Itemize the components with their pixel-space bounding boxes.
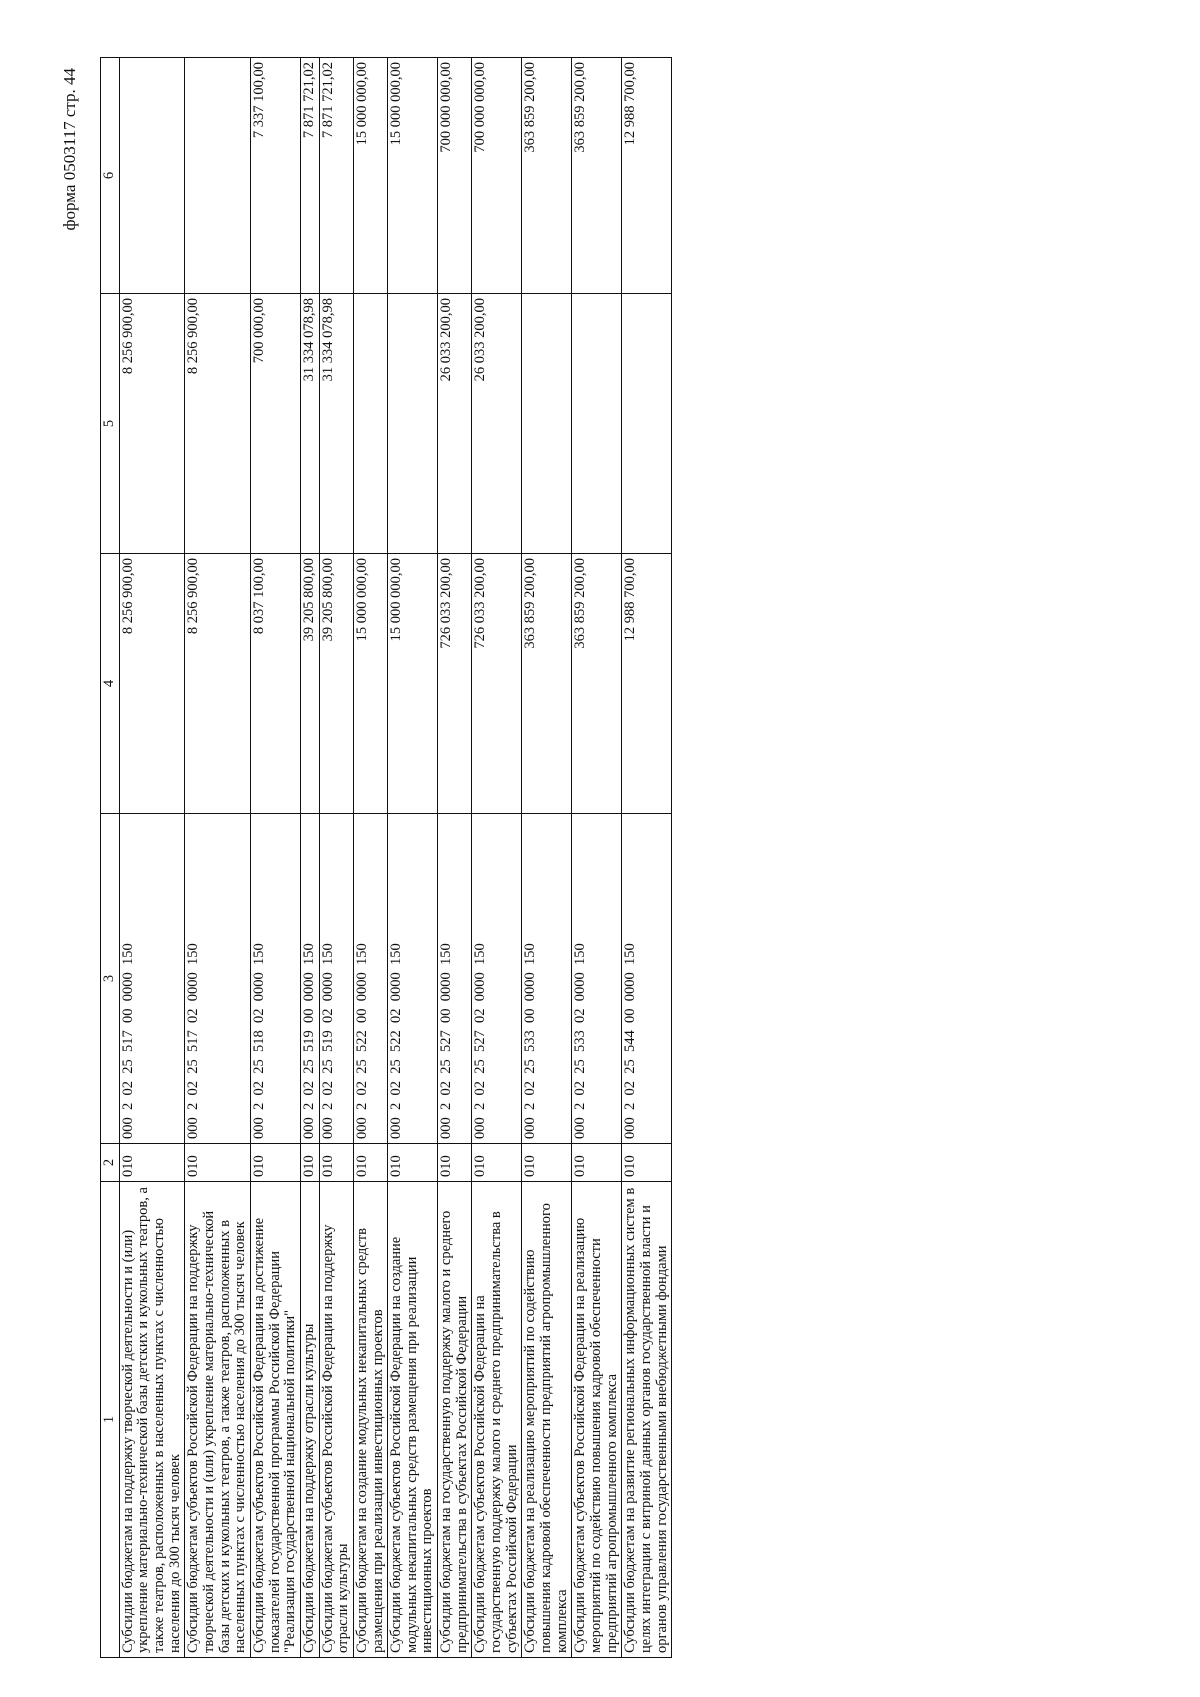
row-approved-cell: 363 859 200,00 [522, 554, 572, 814]
table-row [119, 58, 185, 1658]
row-approved-cell: 8 256 900,00 [119, 554, 185, 814]
table-row [438, 58, 472, 1658]
col-header-1: 1 [101, 1182, 120, 1658]
table-row [319, 58, 353, 1658]
table-row [250, 58, 300, 1658]
row-line-code-cell: 010 [388, 1144, 438, 1182]
row-name-cell: Субсидии бюджетам на создание модульных некапитальных средств размещения при реализации инвестиционных проектов [353, 1182, 387, 1658]
row-executed-cell [622, 294, 672, 554]
row-approved-cell: 726 033 200,00 [472, 554, 522, 814]
row-unexecuted-cell: 7 337 100,00 [250, 58, 300, 294]
row-unexecuted-cell [185, 58, 251, 294]
row-budget-code-cell: 000 2 02 25 527 00 0000 150 [438, 814, 472, 1144]
row-unexecuted-cell: 363 859 200,00 [522, 58, 572, 294]
row-name-cell: Субсидии бюджетам на поддержку отрасли культуры [300, 1182, 319, 1658]
table-row [622, 58, 672, 1658]
row-budget-code-cell: 000 2 02 25 527 02 0000 150 [472, 814, 522, 1144]
row-budget-code-cell: 000 2 02 25 533 02 0000 150 [572, 814, 622, 1144]
row-executed-cell [522, 294, 572, 554]
row-executed-cell: 31 334 078,98 [319, 294, 353, 554]
row-approved-cell: 15 000 000,00 [388, 554, 438, 814]
row-line-code-cell: 010 [185, 1144, 251, 1182]
row-executed-cell: 26 033 200,00 [438, 294, 472, 554]
row-budget-code-cell: 000 2 02 25 517 00 0000 150 [119, 814, 185, 1144]
row-executed-cell: 8 256 900,00 [185, 294, 251, 554]
row-unexecuted-cell: 700 000 000,00 [472, 58, 522, 294]
row-approved-cell: 12 988 700,00 [622, 554, 672, 814]
table-row [472, 58, 522, 1658]
col-header-3: 3 [101, 814, 120, 1144]
row-approved-cell: 15 000 000,00 [353, 554, 387, 814]
col-header-6: 6 [101, 58, 120, 294]
row-line-code-cell: 010 [300, 1144, 319, 1182]
header-row [101, 58, 120, 1658]
row-approved-cell: 39 205 800,00 [319, 554, 353, 814]
row-name-cell: Субсидии бюджетам субъектов Российской Федерации на поддержку отрасли культуры [319, 1182, 353, 1658]
row-budget-code-cell: 000 2 02 25 518 02 0000 150 [250, 814, 300, 1144]
row-name-cell: Субсидии бюджетам субъектов Российской Федерации на государственную поддержку малого и среднего предпринимательства в субъектах Российской Федерации [472, 1182, 522, 1658]
report-table [100, 57, 672, 1658]
row-budget-code-cell: 000 2 02 25 522 02 0000 150 [388, 814, 438, 1144]
row-line-code-cell: 010 [472, 1144, 522, 1182]
row-line-code-cell: 010 [319, 1144, 353, 1182]
row-budget-code-cell: 000 2 02 25 522 00 0000 150 [353, 814, 387, 1144]
row-approved-cell: 8 256 900,00 [185, 554, 251, 814]
row-name-cell: Субсидии бюджетам на поддержку творческой деятельности и (или) укрепление материально-технической базы детских и кукольных театров, а также театров, расположенных в населенных пунктах с численностью населения до 300 тысяч человек [119, 1182, 185, 1658]
row-unexecuted-cell: 12 988 700,00 [622, 58, 672, 294]
form-label: форма 0503117 стр. 44 [60, 68, 79, 231]
row-budget-code-cell: 000 2 02 25 544 00 0000 150 [622, 814, 672, 1144]
row-name-cell: Субсидии бюджетам субъектов Российской Федерации на достижение показателей государственной программы Российской Федерации "Реализация государственной национальной политики" [250, 1182, 300, 1658]
row-unexecuted-cell: 15 000 000,00 [353, 58, 387, 294]
table-row [353, 58, 387, 1658]
row-executed-cell [388, 294, 438, 554]
row-executed-cell [353, 294, 387, 554]
row-approved-cell: 8 037 100,00 [250, 554, 300, 814]
row-line-code-cell: 010 [438, 1144, 472, 1182]
table-row [300, 58, 319, 1658]
row-line-code-cell: 010 [353, 1144, 387, 1182]
row-unexecuted-cell [119, 58, 185, 294]
row-unexecuted-cell: 700 000 000,00 [438, 58, 472, 294]
row-executed-cell: 26 033 200,00 [472, 294, 522, 554]
row-executed-cell [572, 294, 622, 554]
rotated-page [60, 58, 1100, 1658]
table-row [388, 58, 438, 1658]
table-row [185, 58, 251, 1658]
row-line-code-cell: 010 [119, 1144, 185, 1182]
row-name-cell: Субсидии бюджетам на государственную поддержку малого и среднего предпринимательства в субъектах Российской Федерации [438, 1182, 472, 1658]
row-name-cell: Субсидии бюджетам на реализацию мероприятий по содействию повышения кадровой обеспеченности предприятий агропромышленного комплекса [522, 1182, 572, 1658]
row-name-cell: Субсидии бюджетам субъектов Российской Федерации на реализацию мероприятий по содействию повышения кадровой обеспеченности предприятий агропромышленного комплекса [572, 1182, 622, 1658]
row-unexecuted-cell: 7 871 721,02 [319, 58, 353, 294]
row-approved-cell: 726 033 200,00 [438, 554, 472, 814]
row-budget-code-cell: 000 2 02 25 517 02 0000 150 [185, 814, 251, 1144]
row-approved-cell: 39 205 800,00 [300, 554, 319, 814]
row-name-cell: Субсидии бюджетам на развитие региональных информационных систем в целях интеграции с витриной данных органов государственной власти и органов управления государственными внебюджетными фондами [622, 1182, 672, 1658]
row-unexecuted-cell: 15 000 000,00 [388, 58, 438, 294]
table-row [522, 58, 572, 1658]
row-name-cell: Субсидии бюджетам субъектов Российской Федерации на создание модульных некапитальных средств размещения при реализации инвестиционных проектов [388, 1182, 438, 1658]
row-approved-cell: 363 859 200,00 [572, 554, 622, 814]
row-unexecuted-cell: 363 859 200,00 [572, 58, 622, 294]
col-header-2: 2 [101, 1144, 120, 1182]
row-executed-cell: 8 256 900,00 [119, 294, 185, 554]
row-budget-code-cell: 000 2 02 25 519 00 0000 150 [300, 814, 319, 1144]
table-row [572, 58, 622, 1658]
row-line-code-cell: 010 [250, 1144, 300, 1182]
row-unexecuted-cell: 7 871 721,02 [300, 58, 319, 294]
row-line-code-cell: 010 [572, 1144, 622, 1182]
row-budget-code-cell: 000 2 02 25 519 02 0000 150 [319, 814, 353, 1144]
row-budget-code-cell: 000 2 02 25 533 00 0000 150 [522, 814, 572, 1144]
row-line-code-cell: 010 [622, 1144, 672, 1182]
row-line-code-cell: 010 [522, 1144, 572, 1182]
col-header-5: 5 [101, 294, 120, 554]
row-executed-cell: 31 334 078,98 [300, 294, 319, 554]
row-executed-cell: 700 000,00 [250, 294, 300, 554]
row-name-cell: Субсидии бюджетам субъектов Российской Федерации на поддержку творческой деятельности и (или) укрепление материально-технической базы детских и кукольных театров, а также театров, расположенных в населенных пунктах с численностью населения до 300 тысяч человек [185, 1182, 251, 1658]
col-header-4: 4 [101, 554, 120, 814]
